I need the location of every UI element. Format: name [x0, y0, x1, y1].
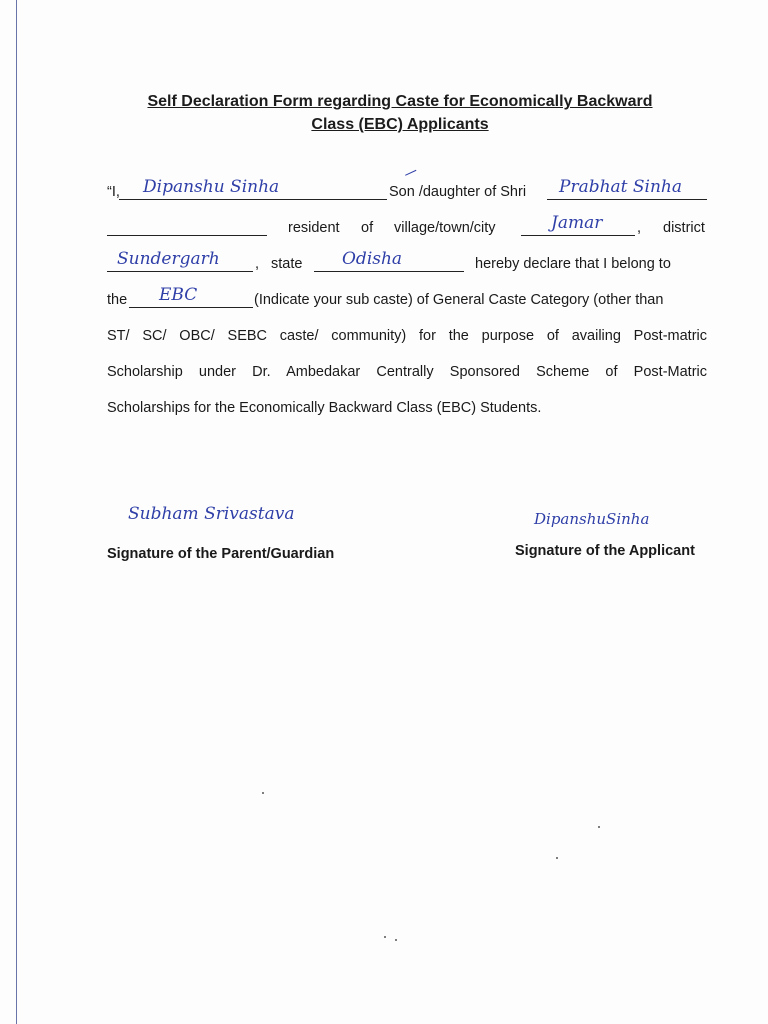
form-line-3: Sundergarh , state Odisha hereby declare that I belong to: [107, 248, 707, 278]
resident-label: resident: [288, 220, 340, 236]
city-handwritten: Jamar: [551, 213, 603, 233]
form-line-4: [107, 284, 707, 314]
sub-caste-handwritten: EBC: [159, 285, 198, 305]
the-label: the: [107, 292, 128, 308]
page-edge: [16, 0, 17, 1024]
state-blank: [314, 247, 464, 272]
form-line-2: resident of village/town/city Jamar , district: [107, 212, 707, 242]
sub-caste-blank: [129, 283, 253, 308]
declaration-line-7: Scholarships for the Economically Backward Class (EBC) Students.: [107, 400, 542, 416]
speck: [262, 792, 264, 794]
sub-caste-instruction: (Indicate your sub caste) of General Caste Category (other than: [254, 292, 664, 308]
form-title-line1: Self Declaration Form regarding Caste for Economically Backward: [147, 93, 653, 110]
father-name-blank: [547, 175, 707, 200]
parent-signature: Subham Srivastava: [128, 504, 295, 524]
declaration-line-5: ST/ SC/ OBC/ SEBC caste/ community) for the purpose of availing Post-matric: [107, 328, 707, 344]
village-town-city-label: village/town/city: [394, 220, 496, 236]
city-blank: [521, 211, 635, 236]
applicant-signature: DipanshuSinha: [534, 510, 650, 528]
applicant-signature-label: Signature of the Applicant: [515, 543, 695, 559]
son-daughter-label: Son /daughter of Shri: [389, 184, 527, 200]
speck: [395, 939, 397, 941]
opening-text: “I,: [107, 184, 120, 200]
district-blank: [107, 247, 253, 272]
speck: [384, 936, 386, 938]
district-handwritten: Sundergarh: [117, 249, 220, 269]
declaration-line-6: Scholarship under Dr. Ambedakar Centrally Sponsored Scheme of Post-Matric: [107, 364, 707, 380]
of-label: of: [361, 220, 374, 236]
blank-underline: [107, 211, 267, 236]
speck: [598, 826, 600, 828]
declare-label: hereby declare that I belong to: [475, 256, 671, 272]
father-name-handwritten: Prabhat Sinha: [559, 177, 683, 197]
applicant-name-handwritten: Dipanshu Sinha: [143, 177, 280, 197]
district-label: district: [663, 220, 705, 236]
parent-signature-label: Signature of the Parent/Guardian: [107, 546, 335, 562]
speck: [556, 857, 558, 859]
form-title-line2: Class (EBC) Applicants: [311, 116, 489, 133]
state-label: state: [271, 256, 303, 272]
applicant-name-blank: [119, 175, 387, 200]
state-handwritten: Odisha: [342, 249, 403, 269]
